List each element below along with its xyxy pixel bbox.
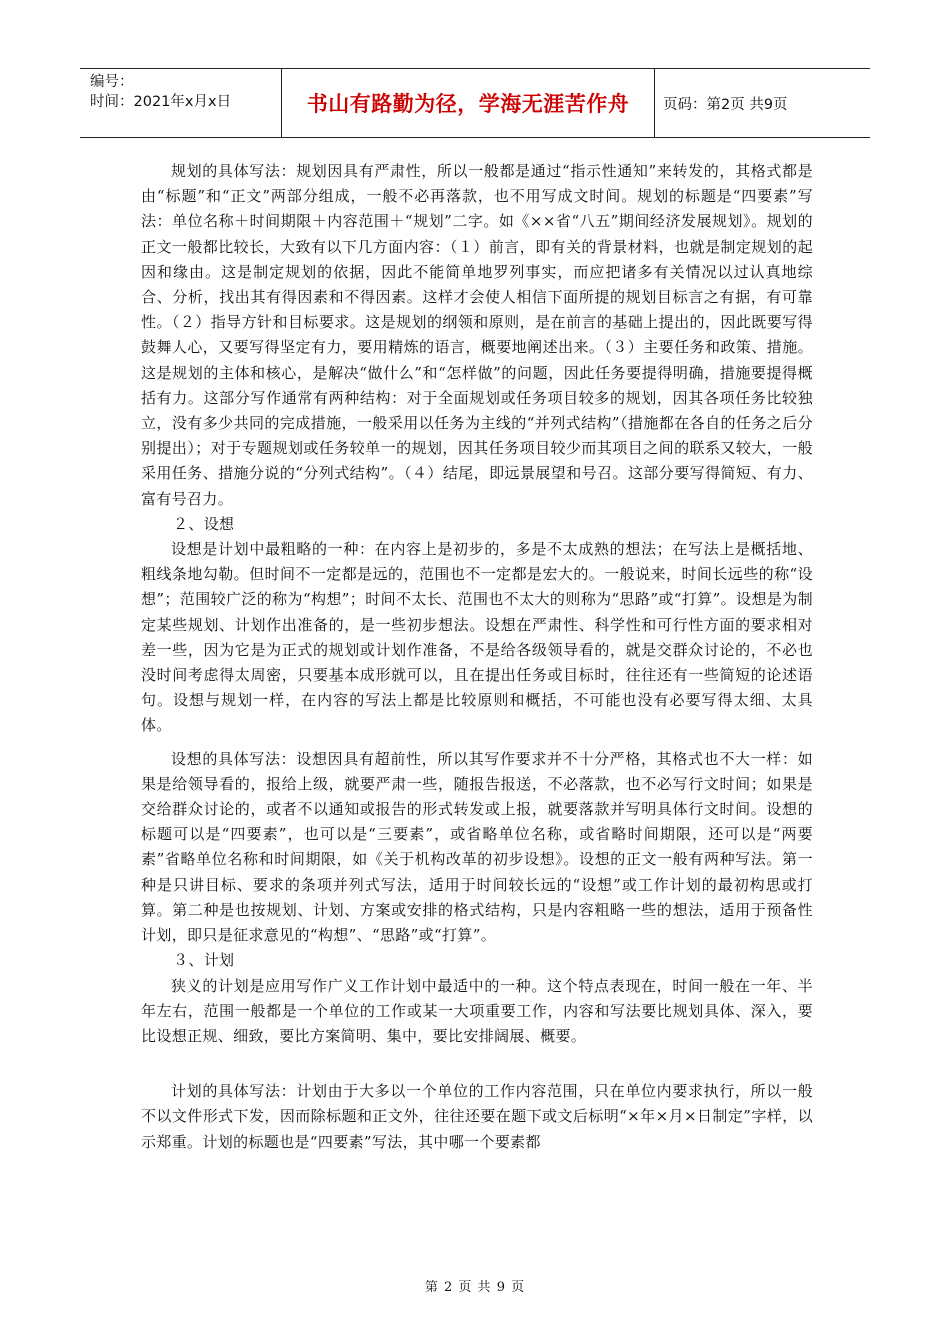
document-number-label: 编号： [90, 74, 134, 90]
page-footer: 第 2 页 共 9 页 [424, 1280, 526, 1295]
document-date-label: 时间：2021年x月x日 [90, 94, 232, 110]
document-body [141, 159, 813, 1155]
header-page-label: 页码：第2页 共9页 [663, 96, 788, 113]
paragraph-plan-specific-writing: 计划的具体写法：计划由于大多以一个单位的工作内容范围，只在单位内要求执行，所以一般不以文件形式下发，因而除标题和正文外，往往还要在题下或文后标明“×年×月×日制定”字样，以示郑重。计划的标题也是“四要素”写法，其中哪一个要素都 [141, 1082, 813, 1151]
page-header [80, 68, 870, 138]
paragraph-plan-writing: 规划的具体写法：规划因具有严肃性，所以一般都是通过“指示性通知”来转发的，其格式都是由“标题”和“正文”两部分组成，一般不必再落款，也不用写成文时间。规划的标题是“四要素”写法：单位名称＋时间期限＋内容范围＋“规划”二字。如《××省“八五”期间经济发展规划》。规划的正文一般都比较长，大致有以下几方面内容：（１）前言，即有关的背景材料，也就是制定规划的起因和缘由。这是制定规划的依据，因此不能简单地罗列事实，而应把诸多有关情况以过认真地综合、分析，找出其有得因素和不得因素。这样才会使人相信下面所提的规划目标言之有据，有可靠性。（２）指导方针和目标要求。这是规划的纲领和原则，是在前言的基础上提出的，因此既要写得鼓舞人心，又要写得坚定有力，要用精炼的语言，概要地阐述出来。（３）主要任务和政策、措施。这是规划的主体和核心，是解决“做什么”和“怎样做”的问题，因此任务要提得明确，措施要提得概括有力。这部分写作通常有两种结构：对于全面规划或任务项目较多的规划，因其各项任务比较独立，没有多少共同的完成措施，一般采用以任务为主线的“并列式结构”（措施都在各自的任务之后分别提出）；对于专题规划或任务较单一的规划，因其任务项目较少而其项目之间的联系又较大，一般采用任务、措施分说的“分列式结构”。（４）结尾，即远景展望和号召。这部分要写得简短、有力、富有号召力。 [141, 162, 813, 508]
paragraph-idea-definition: 设想是计划中最粗略的一种：在内容上是初步的，多是不太成熟的想法；在写法上是概括地、粗线条地勾勒。但时间不一定都是远的，范围也不一定都是宏大的。一般说来，时间长远些的称“设想”；范围较广泛的称为“构想”；时间不太长、范围也不太大的则称为“思路”或“打算”。设想是为制定某些规划、计划作出准备的，是一些初步想法。设想在严肃性、科学性和可行性方面的要求相对差一些，因为它是为正式的规划或计划作准备，不是给各级领导看的，就是交群众讨论的，不必也没时间考虑得太周密，只要基本成形就可以，且在提出任务或目标时，往往还有一些简短的论述语句。设想与规划一样，在内容的写法上都是比较原则和概括，不可能也没有必要写得太细、太具体。 [141, 540, 813, 735]
section-heading-plan: ３、计划 [173, 951, 235, 970]
section-heading-idea: ２、设想 [173, 514, 235, 533]
paragraph-plan-definition: 狭义的计划是应用写作广义工作计划中最适中的一种。这个特点表现在，时间一般在一年、半年左右，范围一般都是一个单位的工作或某一大项重要工作，内容和写法要比规划具体、深入，要比设想正规、细致，要比方案简明、集中，要比安排阔展、概要。 [141, 976, 813, 1045]
paragraph-idea-writing: 设想的具体写法：设想因具有超前性，所以其写作要求并不十分严格，其格式也不大一样：如果是给领导看的，报给上级，就要严肃一些，随报告报送，不必落款，也不必写行文时间；如果是交给群众讨论的，或者不以通知或报告的形式转发或上报，就要落款并写明具体行文时间。设想的标题可以是“四要素”，也可以是“三要素”，或省略单位名称，或省略时间期限，还可以是“两要素”省略单位名称和时间期限，如《关于机构改革的初步设想》。设想的正文一般有两种写法。第一种是只讲目标、要求的条项并列式写法，适用于时间较长远的“设想”或工作计划的最初构思或打算。第二种是也按规划、计划、方案或安排的格式结构，只是内容粗略一些的想法，适用于预备性计划，即只是征求意见的“构想”、“思路”或“打算”。 [141, 749, 813, 945]
header-meta [80, 69, 282, 137]
header-motto: 书山有路勤为径，学海无涯苦作舟 [282, 69, 655, 137]
